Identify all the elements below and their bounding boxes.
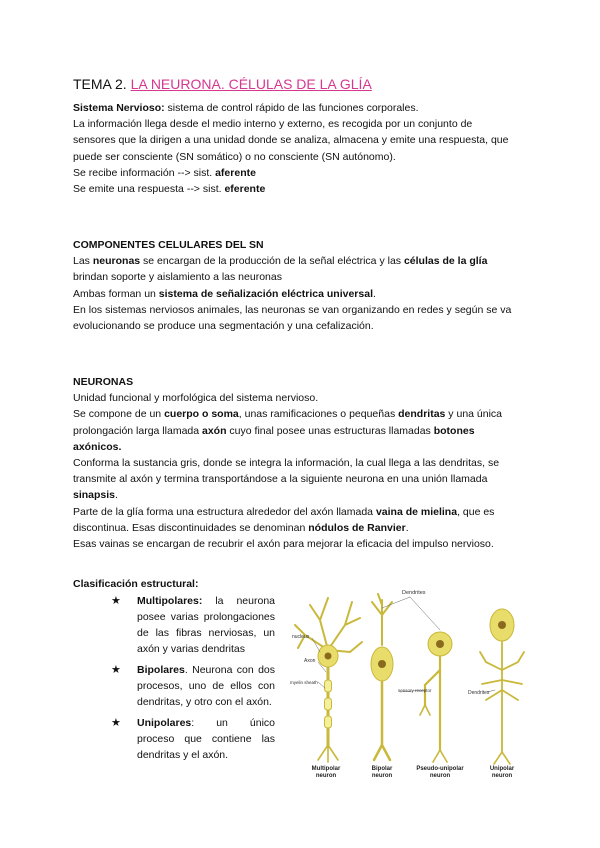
unipolar-neuron-illustration [480,609,524,764]
neur-text: , unas ramificaciones o pequeñas [238,408,399,421]
neur-bold: dendritas [398,408,446,421]
caption-unipolar-2: neuron [491,773,513,779]
comp-text: Las [73,255,93,268]
neur-bold: sinapsis [73,489,116,502]
neur-text: y una única [445,408,503,421]
star-bullet-icon: ★ [111,595,121,607]
star-bullet-icon: ★ [111,717,121,729]
neur-text: Parte de la glía forma una estructura alrededor del axón llamada [73,505,376,518]
neuron-types-figure [290,580,530,779]
label-nucleus: nucleus [292,634,310,640]
neur-bold: nódulos de Ranvier [308,521,406,534]
comp-text: . [373,287,376,300]
comp-bold: sistema de señalización eléctrica universal [158,287,373,300]
neur-text: prolongación larga llamada [73,424,202,437]
label-myelin: myelin sheath [290,680,318,685]
comp-bold: neuronas [92,255,141,268]
neur-bold: botones [433,424,475,437]
neur-text: cuyo final posee unas estructuras llamadas [226,424,434,437]
pseudo-unipolar-neuron-illustration [420,632,452,762]
label-sensory: sensory receptor [398,688,432,693]
comp-line-5: evolucionando se produce una segmentación y una cefalización. [73,320,374,333]
intro-line-3: sensores que la dirigen a una unidad donde se analiza, almacena y emite una respuesta, que [73,134,509,147]
neur-text: . [115,489,118,502]
item-term: Multipolares: [137,595,203,607]
caption-pseudo-unipolar: Pseudo-unipolar [416,766,464,772]
star-bullet-icon: ★ [111,664,121,676]
neur-bold: axón [202,424,227,437]
intro-line-2: La información llega desde el medio interno y externo, es recogida por un conjunto de [73,118,473,131]
item-term: Unipolares [137,717,192,729]
intro-line-4: puede ser consciente (SN somático) o no consciente (SN autónomo). [73,150,396,163]
neurons-section [73,374,533,552]
intro-line-6: Se emite una respuesta --> sist. [73,183,225,196]
caption-pseudo-unipolar-2: neuron [429,773,451,779]
components-section [73,237,533,334]
intro-section [73,100,533,197]
label-dendrites-right: Dendrites [468,690,490,696]
neur-line-1: Unidad funcional y morfológica del sistema nervioso. [73,392,319,405]
item-text: . Neurona con dos procesos, uno de ellos con dendritas, y otro con el axón. [137,664,275,708]
list-item-multipolar [111,593,275,657]
caption-unipolar: Unipolar [489,766,515,772]
neur-text: . [405,521,409,534]
intro-line-1: sistema de control rápido de las funciones corporales. [164,102,419,114]
caption-bipolar-2: neuron [371,773,393,779]
intro-efferent: eferente [224,183,266,196]
item-text: la neurona posee varias prolongaciones de las fibras nerviosas, un axón y varias dendritas [137,595,275,655]
comp-line-2: brindan soporte y aislamiento a las neuronas [73,271,282,284]
neur-bold: cuerpo o soma [164,408,239,421]
neurons-heading: NEURONAS [73,376,134,388]
neur-text: , que es [457,505,495,518]
intro-term: Sistema Nervioso: [73,102,165,114]
caption-multipolar-2: neuron [315,773,337,779]
comp-bold: células de la glía [403,255,488,268]
item-text: : un único proceso que contiene las dendritas y el axón. [137,717,275,761]
neur-line-10: Esas vainas se encargan de recubrir el axón para mejorar la eficacia del impulso nervioso. [73,538,494,551]
list-item-bipolar [111,662,275,710]
neur-line-6: transmite al axón y termina transportándose a la siguiente neurona en una unión llamada [73,473,488,486]
label-axon: Axon [304,658,316,664]
comp-text: Ambas forman un [73,287,159,300]
page-title [73,76,372,92]
title-main: LA NEURONA. CÉLULAS DE LA GLÍA [130,76,372,92]
bipolar-neuron-illustration [371,594,393,760]
intro-afferent: aferente [215,166,256,179]
item-term: Bipolares [137,664,185,676]
caption-bipolar: Bipolar [371,766,393,772]
title-prefix: TEMA 2. [73,76,131,92]
neur-bold: vaina de mielina [375,505,458,518]
comp-text: se encargan de la producción de la señal eléctrica y las [140,255,404,268]
neur-bold: axónicos. [73,440,122,453]
label-dendrites-top: Dendrites [402,590,426,596]
intro-line-5: Se recibe información --> sist. [73,166,216,179]
neur-text: Se compone de un [73,408,165,421]
list-item-unipolar [111,715,275,763]
neur-line-5: Conforma la sustancia gris, donde se integra la información, la cual llega a las dendritas, se [73,457,500,470]
components-heading: COMPONENTES CELULARES DEL SN [73,239,264,251]
classification-list [111,593,275,768]
neur-text: discontinua. Esas discontinuidades se denominan [73,521,309,534]
caption-multipolar: Multipolar [311,766,341,772]
classification-heading: Clasificación estructural: [73,578,199,590]
comp-line-4: En los sistemas nerviosos animales, las neuronas se van organizando en redes y según se va [73,303,512,316]
